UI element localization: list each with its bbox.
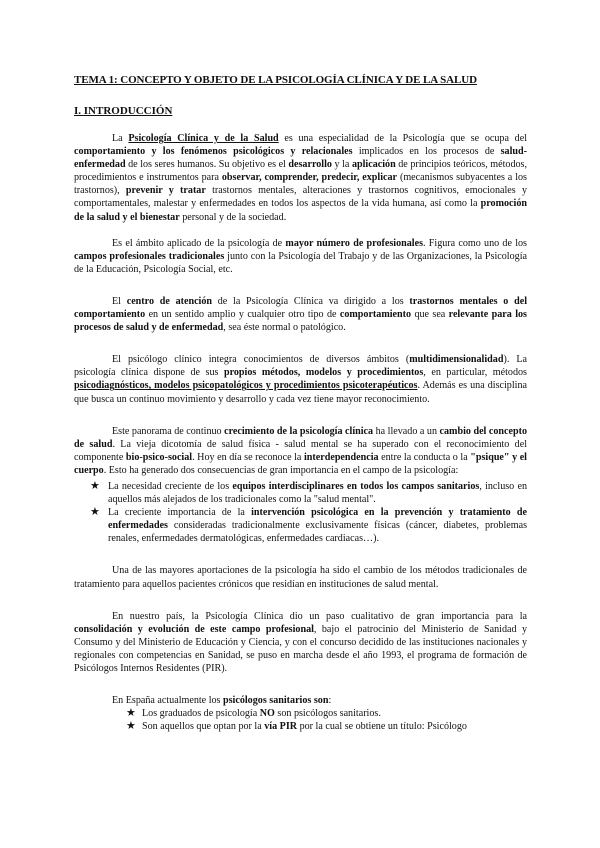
body-text: Los graduados de psicología <box>142 708 260 720</box>
paragraph-focus <box>74 295 527 334</box>
emphasized-text: comportamiento y los fenómenos psicológicos y relacionales <box>74 146 353 158</box>
document-page <box>74 74 527 733</box>
body-text: Este panorama de continuo <box>112 425 225 437</box>
emphasized-text: cambio del concepto de salud <box>74 425 528 450</box>
paragraph-pir-program <box>74 610 527 675</box>
body-text: ). La psicología clínica dispone de sus <box>74 354 527 379</box>
body-text: . Figura como uno de los <box>423 237 527 249</box>
emphasized-text: Psicología Clínica y de la Salud <box>128 133 279 144</box>
emphasized-text: trastornos mentales o del comportamiento <box>74 295 527 321</box>
body-text: , bajo el patrocinio del Ministerio de Sanidad y Consumo y del Ministerio de Educación y Ciencia, y con el concurso decidido de las instituciones nacionales y regionales con competencias en Sanidad, se puso en marcha desde el año 1993, el programa de formación de Psicólogos Internos Residentes (PIR). <box>74 623 528 674</box>
emphasized-text: consolidación y evolución de este campo profesional <box>74 623 314 635</box>
body-text: de principios teóricos, métodos, procedimientos e instrumentos para <box>74 159 527 184</box>
body-text: son psicólogos sanitarios. <box>274 708 381 720</box>
emphasized-text: intervención psicológica en la prevención y tratamiento de enfermedades <box>108 507 527 532</box>
body-text: de los seres humanos. Su objetivo es el <box>125 159 289 171</box>
emphasized-text: "psique" y el cuerpo <box>74 451 527 476</box>
emphasized-text: relevante para los procesos de salud y de enfermedad <box>74 309 527 334</box>
document-title: TEMA 1: CONCEPTO Y OBJETO DE LA PSICOLOGÍA CLÍNICA Y DE LA SALUD <box>74 74 477 86</box>
body-text: El <box>112 295 127 307</box>
body-text: , sea éste normal o patológico. <box>223 322 346 334</box>
emphasized-text: psicólogos sanitarios son <box>223 695 329 707</box>
body-text: ha llevado a un <box>373 425 440 437</box>
emphasized-text: comportamiento <box>339 309 412 321</box>
body-text: (mecanismos subyacentes a los trastornos), <box>74 172 527 197</box>
paragraph-spain-intro <box>74 694 527 707</box>
body-text: es una especialidad de la Psicología que se ocupa del <box>278 133 527 144</box>
emphasized-text: observar, comprender, predecir, explicar <box>221 172 398 184</box>
emphasized-text: desarrollo <box>288 159 332 171</box>
list-item <box>74 506 527 545</box>
emphasized-text: equipos interdisciplinares en todos los campos sanitarios <box>232 480 480 492</box>
body-text: implicados en los procesos de <box>352 146 501 158</box>
body-text: : <box>328 695 332 707</box>
body-text: La necesidad creciente de los <box>108 480 233 492</box>
emphasized-text: NO <box>259 708 275 720</box>
emphasized-text: crecimiento de la psicología clínica <box>224 425 374 437</box>
body-text: . Hoy en día se reconoce la <box>192 451 304 463</box>
body-text: Son aquellos que optan por la <box>142 721 265 733</box>
body-text: . La vieja dicotomía de salud física - salud mental se ha superado con el reconocimiento del componente <box>74 438 527 463</box>
paragraph-chronic-patients <box>74 564 527 590</box>
body-text: . Además es una disciplina que busca un continuo movimiento y desarrollo y cada vez tiene mayor reconocimiento. <box>74 380 527 405</box>
emphasized-text: campos profesionales tradicionales <box>74 250 225 262</box>
emphasized-text: aplicación <box>351 159 396 171</box>
body-text: La <box>112 133 129 144</box>
consequences-list <box>74 480 527 545</box>
body-text: El psicólogo clínico integra conocimientos de diversos ámbitos ( <box>112 354 410 366</box>
emphasized-text: psicodiagnósticos, modelos psicopatológicos y procedimientos psicoterapéuticos <box>74 380 418 392</box>
body-text: por la cual se obtiene un título: Psicólogo <box>297 721 467 733</box>
paragraph-health-concept <box>74 425 527 477</box>
body-text: entre la conducta o la <box>378 451 471 463</box>
emphasized-text: promoción de la salud y el bienestar <box>74 198 527 223</box>
section-heading: I. INTRODUCCIÓN <box>74 105 173 117</box>
body-text: , incluso en aquellos más alejados de los tradicionales como la "salud mental". <box>108 480 527 506</box>
body-text: En España actualmente los <box>112 695 223 707</box>
emphasized-text: interdependencia <box>303 451 379 463</box>
emphasized-text: prevenir y tratar <box>125 185 206 197</box>
star-bullet-icon: ★ <box>90 479 100 492</box>
list-item <box>74 707 527 720</box>
list-item <box>74 720 527 733</box>
star-bullet-icon: ★ <box>126 707 136 720</box>
body-text: personal y de la sociedad. <box>179 211 287 223</box>
paragraph-definition <box>74 132 527 224</box>
body-text: , en particular, métodos <box>423 367 527 379</box>
body-text: de la Psicología Clínica va dirigido a los <box>212 295 410 307</box>
paragraph-professionals <box>74 237 527 276</box>
emphasized-text: vía PIR <box>264 721 298 733</box>
body-text: junto con la Psicología del Trabajo y de las Organizaciones, la Psicología de la Educación, Psicología Social, etc. <box>74 250 527 275</box>
star-bullet-icon: ★ <box>90 506 100 519</box>
emphasized-text: multidimensionalidad <box>409 354 504 366</box>
body-text: La creciente importancia de la <box>108 507 252 519</box>
body-text: . Esto ha generado dos consecuencias de gran importancia en el campo de la psicología: <box>103 464 459 476</box>
emphasized-text: salud-enfermedad <box>74 146 527 171</box>
emphasized-text: centro de atención <box>126 295 213 307</box>
paragraph-multidimensional <box>74 353 527 405</box>
body-text: En nuestro país, la Psicología Clínica dio un paso cualitativo de gran importancia para la <box>112 610 527 622</box>
body-text: consideradas tradicionalmente exclusivamente físicas (cáncer, diabetes, problemas renales, enfermedades dermatológicas, enfermedades cardiacas…). <box>108 520 527 545</box>
body-text: que sea <box>411 309 449 321</box>
body-text: en un sentido amplio y cualquier otro tipo de <box>145 309 340 321</box>
body-text: y la <box>331 159 352 171</box>
body-text: trastornos mentales, alteraciones y trastornos cognitivos, emocionales y comportamentales, malestar y enfermedades en todos los aspectos de la vida humana, así como la <box>74 185 527 210</box>
body-text: Es el ámbito aplicado de la psicología de <box>112 237 286 249</box>
body-text: Una de las mayores aportaciones de la psicología ha sido el cambio de los métodos tradicionales de tratamiento para aquellos pacientes crónicos que residían en instituciones de salud mental. <box>74 565 527 590</box>
emphasized-text: mayor número de profesionales <box>285 237 423 249</box>
emphasized-text: bio-psico-social <box>125 451 193 463</box>
sanitary-psychologists-list <box>74 707 527 733</box>
emphasized-text: propios métodos, modelos y procedimientos <box>223 367 424 379</box>
star-bullet-icon: ★ <box>126 720 136 733</box>
list-item <box>74 480 527 506</box>
